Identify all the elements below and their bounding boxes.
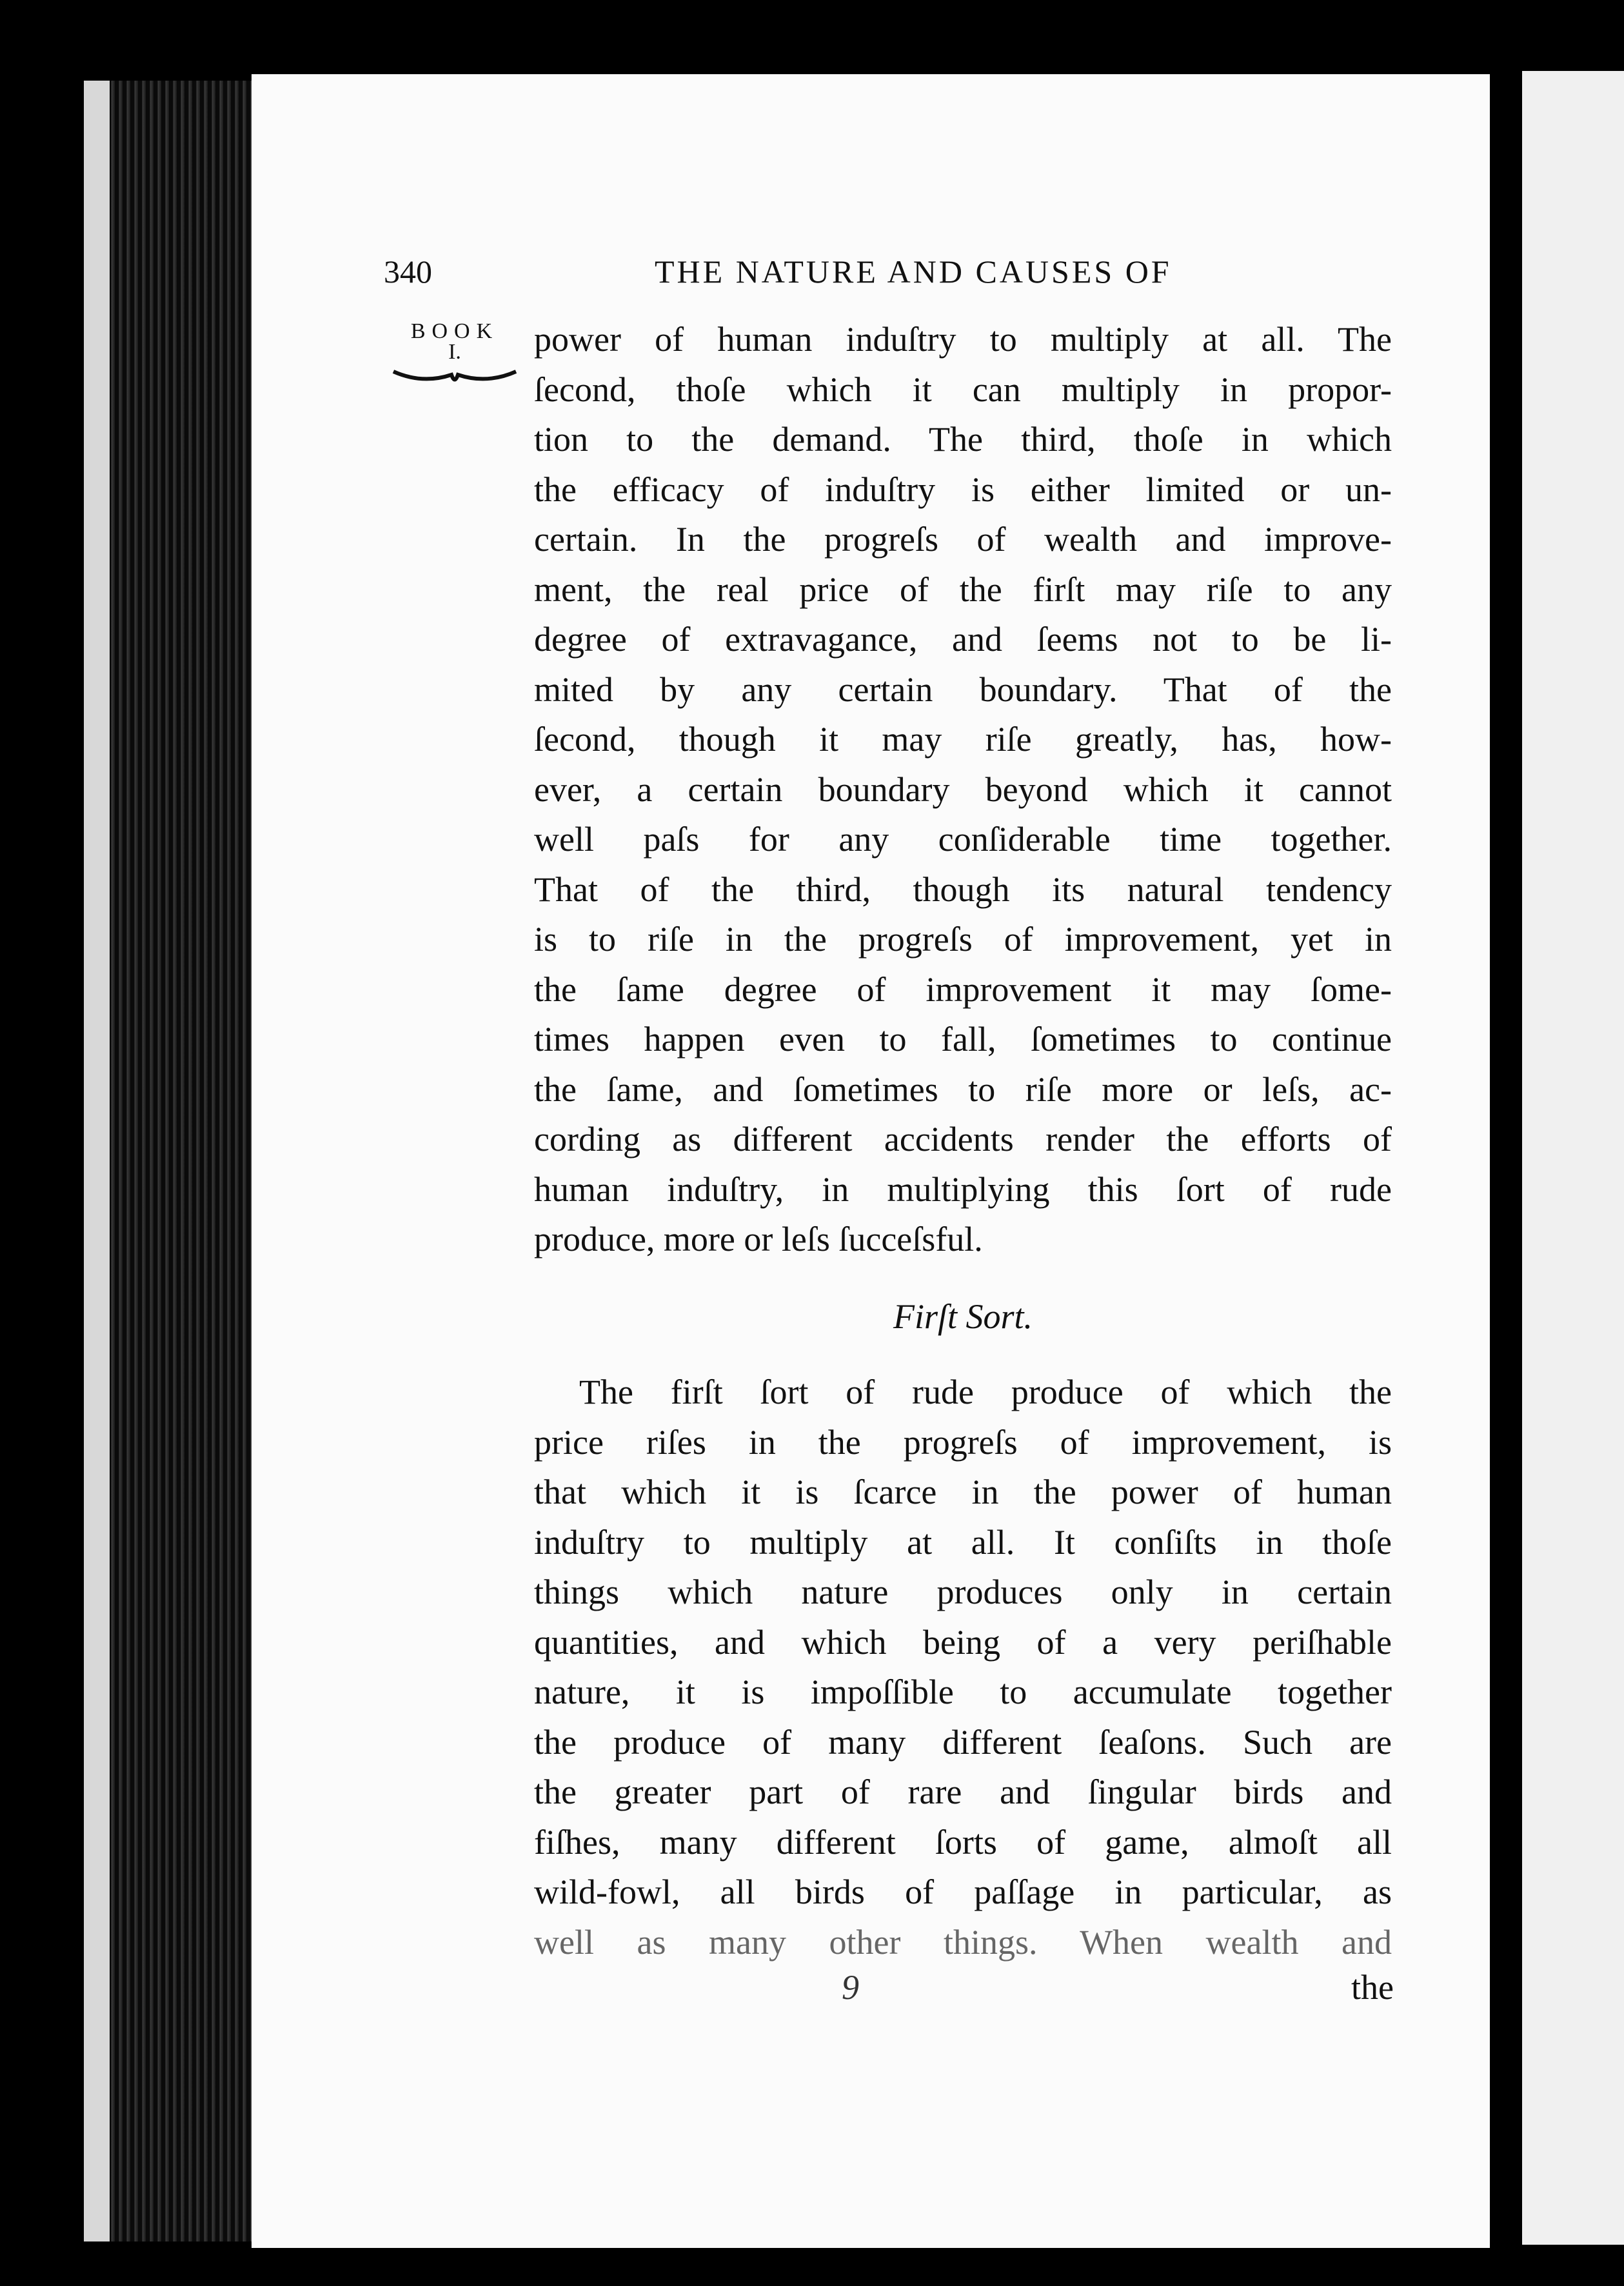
text-line: tion to the demand. The third, thoſe in which xyxy=(534,420,1392,459)
catchword: the xyxy=(1351,1968,1394,2007)
text-line: induſtry to multiply at all. It conſiſts in thoſe xyxy=(534,1522,1392,1562)
text-line: the produce of many different ſeaſons. Such are xyxy=(534,1722,1392,1762)
text-line: ſecond, thoſe which it can multiply in propor- xyxy=(534,370,1392,409)
text-line: the ſame degree of improvement it may ſome- xyxy=(534,969,1392,1009)
paragraph-2 xyxy=(534,1367,1392,1967)
gutter-shadow xyxy=(1490,71,1522,2245)
marginal-book-label: BOOK xyxy=(410,319,499,343)
text-line: the ſame, and ſometimes to riſe more or leſs, ac- xyxy=(534,1069,1392,1109)
page-header xyxy=(384,253,1287,304)
text-line: mited by any certain boundary. That of the xyxy=(534,670,1392,709)
text-line: wild-fowl, all birds of paſſage in particular, as xyxy=(534,1873,1392,1911)
text-line: times happen even to fall, ſometimes to continue xyxy=(534,1020,1392,1059)
section-heading: Firſt Sort. xyxy=(893,1297,1033,1336)
text-line: the efficacy of induſtry is either limited or un- xyxy=(534,470,1392,509)
text-line: nature, it is impoſſible to accumulate together xyxy=(534,1673,1392,1711)
text-line: well as many other things. When wealth and xyxy=(534,1922,1392,1962)
signature-mark: 9 xyxy=(842,1968,859,2007)
marginal-note xyxy=(390,319,519,388)
text-line: quantities, and which being of a very periſhable xyxy=(534,1622,1392,1662)
text-line: things which nature produces only in certain xyxy=(534,1573,1392,1611)
book-cover-edge xyxy=(84,81,110,2241)
paragraph-1 xyxy=(534,315,1392,1265)
text-line: ment, the real price of the firſt may riſe to any xyxy=(534,570,1392,609)
text-line: fiſhes, many different ſorts of game, almoſt all xyxy=(534,1822,1392,1862)
text-line: price riſes in the progreſs of improvement, is xyxy=(534,1422,1392,1462)
text-line: That of the third, though its natural tendency xyxy=(534,870,1392,909)
running-title: THE NATURE AND CAUSES OF xyxy=(655,253,1172,290)
text-line: human induſtry, in multiplying this ſort of rude xyxy=(534,1169,1392,1209)
text-line: is to riſe in the progreſs of improvement, yet in xyxy=(534,920,1392,959)
text-line: power of human induſtry to multiply at all. The xyxy=(534,320,1392,359)
text-line: well paſs for any conſiderable time together. xyxy=(534,820,1392,859)
text-line: certain. In the progreſs of wealth and improve- xyxy=(534,520,1392,559)
text-line: the greater part of rare and ſingular birds and xyxy=(534,1773,1392,1811)
text-line: ſecond, though it may riſe greatly, has, how- xyxy=(534,720,1392,759)
marginal-volume-label: I. xyxy=(448,340,461,364)
text-line: The firſt ſort of rude produce of which the xyxy=(579,1373,1392,1411)
text-line: cording as different accidents render the efforts of xyxy=(534,1120,1392,1158)
text-line: ever, a certain boundary beyond which it cannot xyxy=(534,770,1392,809)
page-number: 340 xyxy=(384,253,432,290)
text-line: degree of extravagance, and ſeems not to be li- xyxy=(534,620,1392,659)
text-line: that which it is ſcarce in the power of human xyxy=(534,1473,1392,1511)
brace-ornament-icon xyxy=(390,362,519,388)
text-line: produce, more or leſs ſucceſsful. xyxy=(534,1220,983,1258)
facing-page-edge xyxy=(1522,71,1624,2245)
